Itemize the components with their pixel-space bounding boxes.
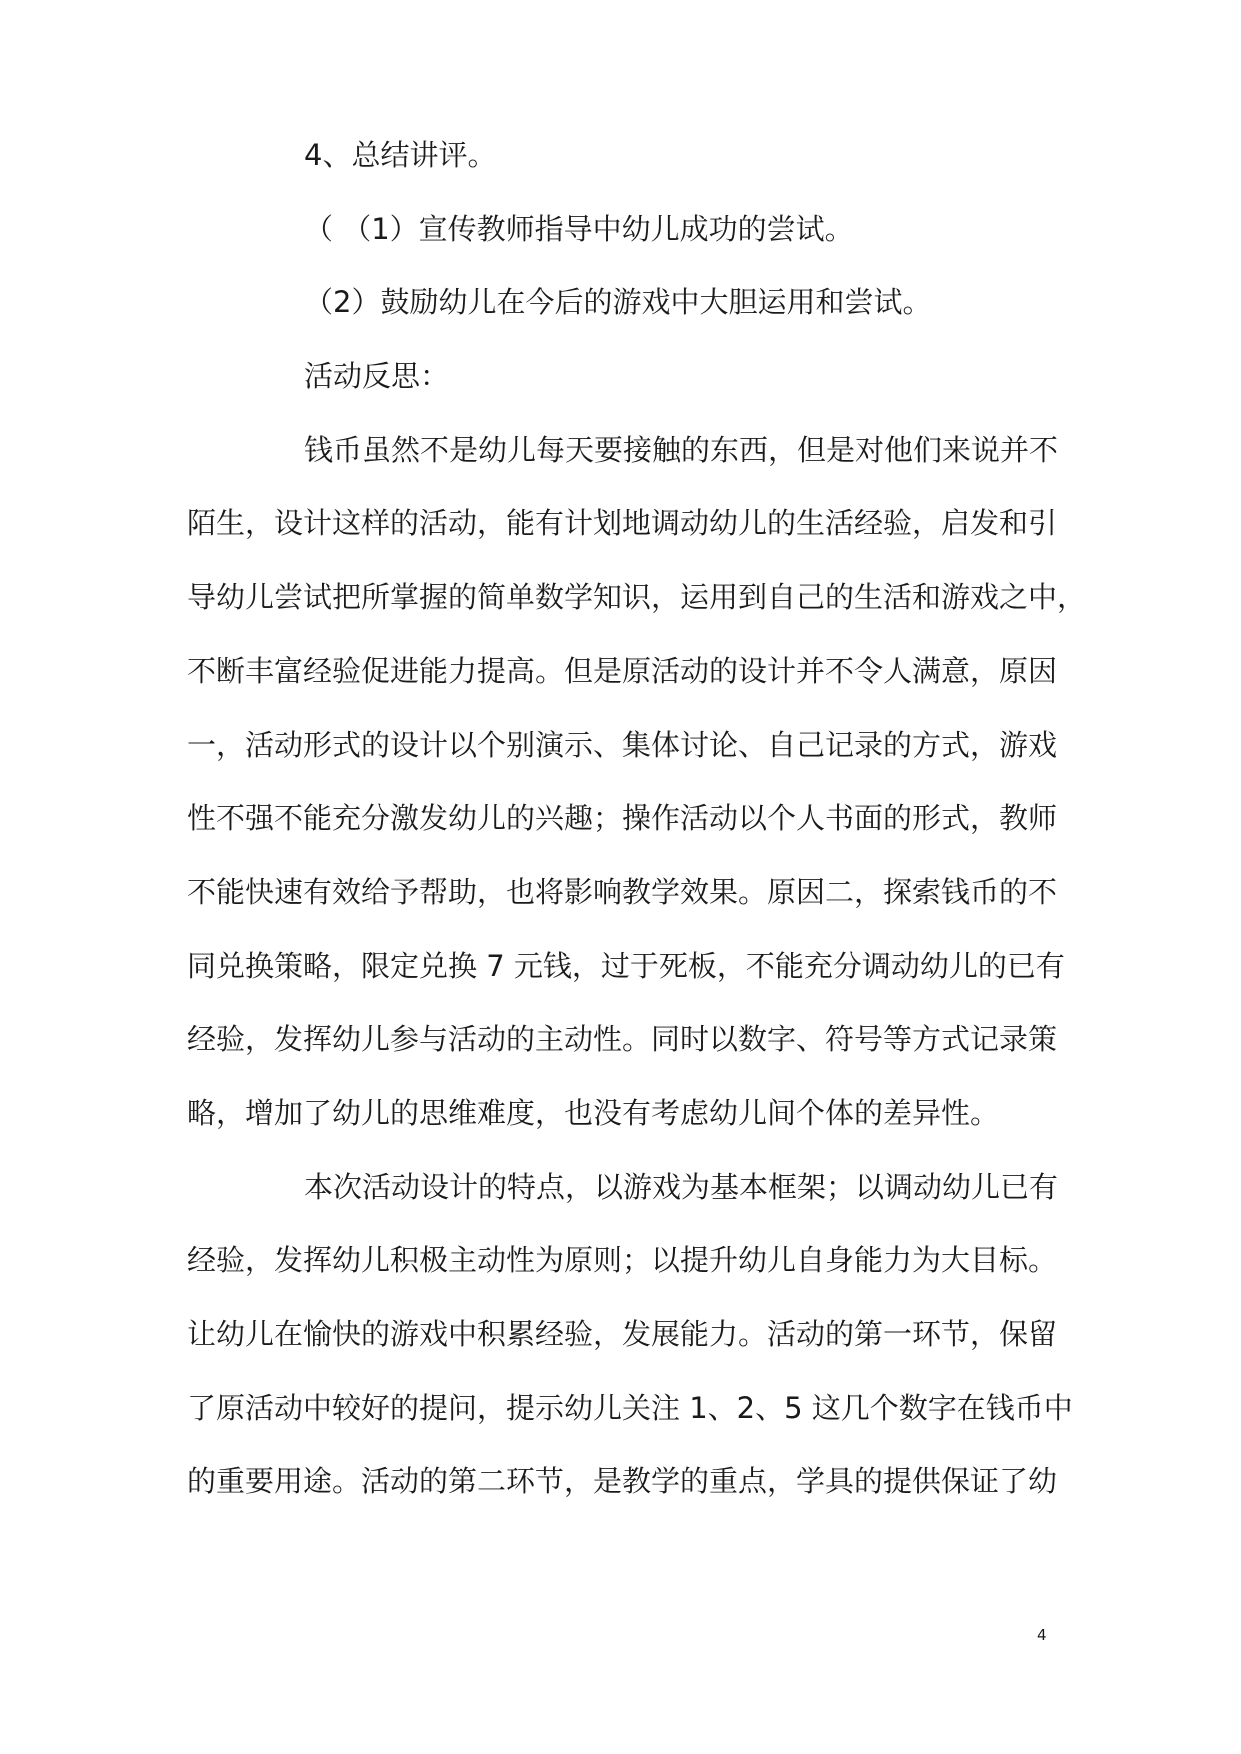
paragraph-1-line: 陌生，设计这样的活动，能有计划地调动幼儿的生活经验，启发和引 [187,506,1058,540]
paragraph-1-line: 经验，发挥幼儿参与活动的主动性。同时以数字、符号等方式记录策 [187,1022,1058,1056]
section-heading-summary: 4、总结讲评。 [304,138,497,172]
paragraph-1-line: 不断丰富经验促进能力提高。但是原活动的设计并不令人满意，原因 [187,654,1058,688]
summary-item-1: （ （1）宣传教师指导中幼儿成功的尝试。 [304,212,854,246]
paragraph-2-line: 本次活动设计的特点，以游戏为基本框架；以调动幼儿已有 [304,1170,1059,1204]
paragraph-1-line: 性不强不能充分激发幼儿的兴趣；操作活动以个人书面的形式，教师 [187,801,1058,835]
reflection-heading: 活动反思： [304,359,450,393]
paragraph-1-line: 不能快速有效给予帮助，也将影响教学效果。原因二，探索钱币的不 [187,875,1058,909]
paragraph-1-line: 钱币虽然不是幼儿每天要接触的东西，但是对他们来说并不 [304,433,1059,467]
paragraph-2-line: 经验，发挥幼儿积极主动性为原则；以提升幼儿自身能力为大目标。 [187,1243,1058,1277]
paragraph-1-line: 同兑换策略，限定兑换 7 元钱，过于死板，不能充分调动幼儿的已有 [187,949,1065,983]
paragraph-1-line: 一，活动形式的设计以个别演示、集体讨论、自己记录的方式，游戏 [187,728,1058,762]
page-number: 4 [1037,1626,1047,1644]
paragraph-1-line: 略，增加了幼儿的思维难度，也没有考虑幼儿间个体的差异性。 [187,1096,1000,1130]
paragraph-2-line: 让幼儿在愉快的游戏中积累经验，发展能力。活动的第一环节，保留 [187,1317,1058,1351]
summary-item-2: （2）鼓励幼儿在今后的游戏中大胆运用和尝试。 [304,285,932,319]
paragraph-2-line: 的重要用途。活动的第二环节，是教学的重点，学具的提供保证了幼 [187,1464,1058,1498]
paragraph-1-line: 导幼儿尝试把所掌握的简单数学知识，运用到自己的生活和游戏之中， [187,580,1087,614]
paragraph-2-line: 了原活动中较好的提问，提示幼儿关注 1、2、5 这几个数字在钱币中 [187,1391,1073,1425]
